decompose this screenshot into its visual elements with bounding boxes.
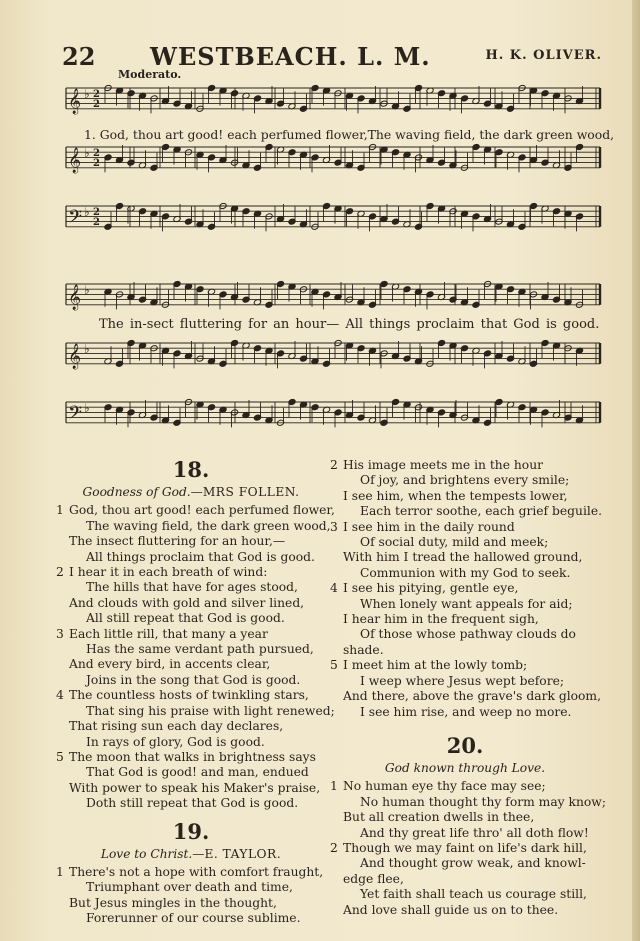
verse-line: The insect fluttering for an hour,— [69,534,286,549]
hymn-18-stanzas [56,503,335,811]
svg-text:♭: ♭ [84,283,90,297]
stanza-number: 1 [330,779,338,794]
stanza [56,688,335,750]
stanza-number: 2 [56,565,64,580]
verse-line: I see him, when the tempests lower, [343,488,568,503]
svg-text:♭: ♭ [84,342,90,356]
stanza [330,841,600,918]
verse-line: shade. [343,642,384,657]
verse-line: Of those whose pathway clouds do [360,627,576,642]
stanza [330,520,600,582]
verse-line: And clouds with gold and silver lined, [69,595,305,610]
verse-line: 4 The countless hosts of twinkling stars, [56,688,309,703]
verse-line: But Jesus mingles in the thought, [69,895,277,910]
verse-line: Triumphant over death and time, [86,880,293,895]
svg-text:♭: ♭ [84,87,90,101]
hymn-19-stanzas-a [56,865,326,927]
stanza [56,627,326,689]
verse-line: That rising sun each day declares, [69,719,284,734]
stanza-number: 4 [56,688,64,703]
verse-line: 3 Each little rill, that many a year [56,626,268,641]
svg-text:𝄢: 𝄢 [68,206,83,232]
right-column [330,458,606,918]
left-column [56,457,335,927]
stanza-number: 1 [56,864,64,879]
verse-line: 2 Though we may faint on life's dark hill, [330,840,587,855]
stanza [56,503,335,565]
hymn-author: E. TAYLOR. [204,846,282,861]
verse-line: The hills that have for ages stood, [86,580,298,595]
svg-text:2: 2 [93,207,100,218]
verse-line: With him I tread the hallowed ground, [343,550,583,565]
verse-line: 5 I meet him at the lowly tomb; [330,658,528,673]
verse-line: edge flee, [343,871,404,886]
svg-text:𝄞: 𝄞 [68,284,82,310]
verse-line: The waving field, the dark green wood, [86,518,331,533]
verse-line: All things proclaim that God is good. [86,549,315,564]
stanza-number: 2 [330,840,338,855]
composer-name: H. K. OLIVER. [485,48,602,63]
svg-text:2: 2 [93,99,100,110]
stanza-number: 4 [330,581,338,596]
lyric-line-2: The in-sect fluttering for an hour— All things proclaim that God is good. [99,317,600,332]
svg-text:𝄞: 𝄞 [68,88,82,114]
verse-line: With power to speak his Maker's praise, [69,780,321,795]
verse-line: Of joy, and brightens every smile; [360,473,570,488]
stanza [330,658,600,720]
stanza-number: 3 [330,519,338,534]
verse-line: Forerunner of our course sublime. [86,911,301,926]
hymn-title: Goodness of God.— [82,485,203,499]
verse-line: Has the same verdant path pursued, [86,642,314,657]
verse-line: 3 I see him in the daily round [330,519,515,534]
svg-text:2: 2 [93,217,100,228]
verse-line: 2 I hear it in each breath of wind: [56,565,268,580]
verse-line: Each terror soothe, each grief beguile. [360,504,602,519]
verse-line: 2 His image meets me in the hour [330,458,544,472]
stanza-number: 3 [56,626,64,641]
verse-line: 4 I see his pitying, gentle eye, [330,581,519,596]
stanza [330,779,606,841]
stanza [330,581,600,658]
verse-line: Doth still repeat that God is good. [86,796,299,811]
hymn-19-stanzas-b [330,458,600,720]
stanza-number: 5 [330,658,338,673]
stanza-number: 5 [56,749,64,764]
svg-text:2: 2 [93,89,100,100]
verse-line: Joins in the song that God is good. [86,672,301,687]
verse-line: And there, above the grave's dark gloom, [343,689,602,704]
hymn-subtitle-19 [56,847,326,862]
verse-line: That sing his praise with light renewed; [86,703,335,718]
music-score [0,0,640,450]
hymn-number-19: 19. [172,818,210,844]
tempo-marking: Moderato. [118,68,182,81]
lyric-line-1: 1. God, thou art good! each perfumed flower,The waving field, the dark green wood, [84,127,615,142]
svg-text:♭: ♭ [84,401,90,415]
verse-line: When lonely want appeals for aid; [360,596,573,611]
svg-text:𝄞: 𝄞 [68,343,82,369]
hymn-number-20: 20. [446,732,484,758]
svg-text:♭: ♭ [84,205,90,219]
svg-text:𝄢: 𝄢 [68,402,83,428]
verse-line: In rays of glory, God is good. [86,734,265,749]
hymn-title: Love to Christ.— [100,846,205,861]
stanza [330,458,600,520]
verse-line: Yet faith shall teach us courage still, [360,887,587,902]
svg-text:2: 2 [93,158,100,169]
verse-line: I weep where Jesus wept before; [360,673,564,688]
stanza [56,865,326,927]
svg-text:𝄞: 𝄞 [68,147,82,173]
verse-line: No human thought thy form may know; [360,794,606,809]
hymn-subtitle-20: God known through Love. [384,760,546,775]
verse-line: 1 There's not a hope with comfort fraught, [56,864,324,879]
svg-text:2: 2 [93,148,100,159]
stanza [56,565,326,627]
verse-line: And thought grow weak, and knowl- [360,856,586,871]
hymn-subtitle-18 [56,485,326,500]
verse-line: And every bird, in accents clear, [69,657,271,672]
verse-line: That God is good! and man, endued [86,765,309,780]
verse-line: And love shall guide us on to thee. [343,902,559,917]
verse-line: 1 God, thou art good! each perfumed flower, [56,503,335,518]
svg-text:♭: ♭ [84,146,90,160]
verse-line: Communion with my God to seek. [360,565,571,580]
hymn-20-stanzas [330,779,606,918]
stanza-number: 1 [56,503,64,518]
stanza [56,750,326,812]
verse-line: I see him rise, and weep no more. [360,704,572,719]
verse-line: Of social duty, mild and meek; [360,535,549,550]
verse-line: I hear him in the frequent sigh, [343,612,539,627]
hymn-number-18: 18. [172,457,210,482]
verse-line: 1 No human eye thy face may see; [330,779,546,794]
verse-line: 5 The moon that walks in brightness says [56,749,316,764]
hymn-author: MRS FOLLEN. [202,485,300,499]
stanza-number: 2 [330,458,338,472]
verse-line: And thy great life thro' all doth flow! [360,825,589,840]
verse-line: But all creation dwells in thee, [343,810,535,825]
verse-line: All still repeat that God is good. [86,611,285,626]
tune-title: WESTBEACH. L. M. [150,42,431,71]
page-number: 22 [62,42,96,71]
